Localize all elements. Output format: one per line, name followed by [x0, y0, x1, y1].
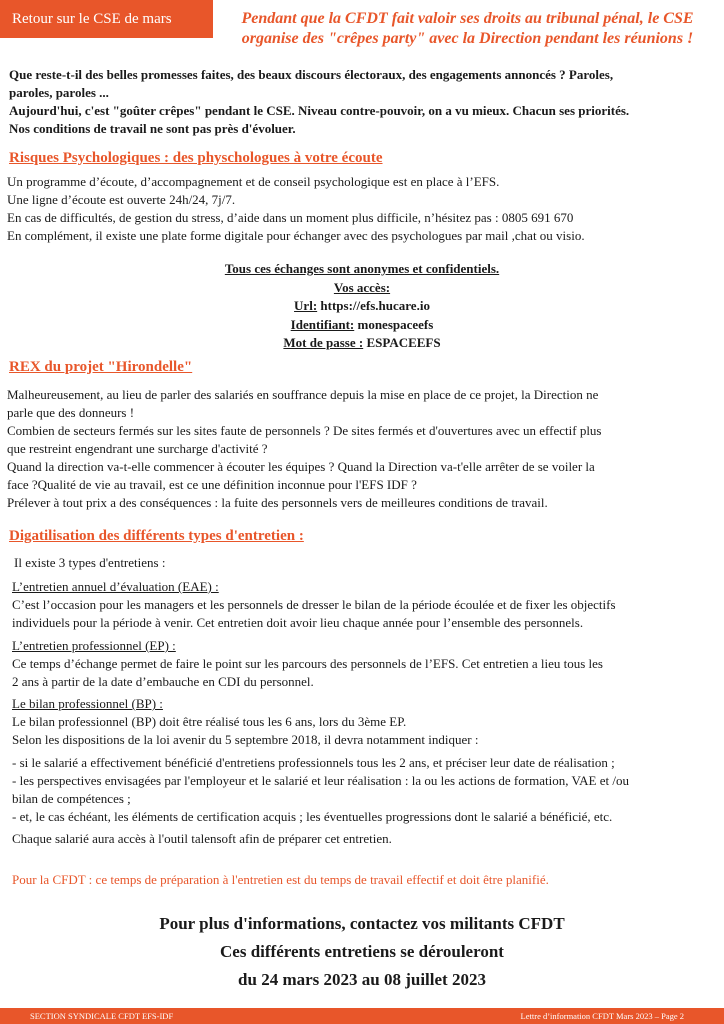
closing-line: Ces différents entretiens se dérouleront — [220, 942, 504, 961]
bp-bullet: - les perspectives envisagées par l'employeur et le salarié et leur réalisation : la ou les actions de formation, VAE et /ou — [12, 773, 629, 788]
intro-line: paroles, paroles ... — [9, 85, 109, 100]
footer-bar — [0, 1008, 724, 1024]
headline-line: organise des "crêpes party" avec la Direction pendant les réunions ! — [241, 30, 694, 47]
closing-line: Pour plus d'informations, contactez vos militants CFDT — [159, 914, 565, 933]
ep-line: Ce temps d’échange permet de faire le point sur les parcours des personnels de l’EFS. Cet entretien a lieu tous les — [12, 656, 603, 671]
anonymity-note: Tous ces échanges sont anonymes et confidentiels. — [224, 261, 500, 276]
bp-block — [12, 695, 717, 749]
url-line — [0, 297, 724, 316]
psy-line: En complément, il existe une plate forme digitale pour échanger avec des psychologues par mail ,chat ou visio. — [7, 228, 585, 243]
intro-line: Aujourd'hui, c'est "goûter crêpes" pendant le CSE. Niveau contre-pouvoir, on a vu mieux. Chacun ses priorités. — [9, 103, 630, 118]
eae-title: L’entretien annuel d’évaluation (EAE) : — [12, 579, 219, 594]
intro-paragraph — [9, 66, 709, 138]
access-title: Vos accès: — [333, 279, 391, 295]
rex-line: Combien de secteurs fermés sur les sites faute de personnels ? De sites fermés et d'ouvertures avec un effectif plus — [7, 423, 602, 438]
digit-intro: Il existe 3 types d'entretiens : — [14, 555, 166, 570]
cfdt-note: Pour la CFDT : ce temps de préparation à l'entretien est du temps de travail effectif et doit être planifié. — [12, 872, 549, 887]
bp-bullet-continuation: bilan de compétences ; — [12, 791, 131, 806]
psy-line: En cas de difficultés, de gestion du stress, d’aide dans un moment plus difficile, n’hésitez pas : 0805 691 670 — [7, 210, 574, 225]
ep-title: L’entretien professionnel (EP) : — [12, 638, 176, 653]
bp-bullet: - si le salarié a effectivement bénéficié d'entretiens professionnels tous les 2 ans, et préciser leur date de réalisation ; — [12, 755, 615, 770]
bp-bullets — [12, 754, 717, 826]
psy-line: Une ligne d’écoute est ouverte 24h/24, 7j/7. — [7, 192, 236, 207]
bp-line: Le bilan professionnel (BP) doit être réalisé tous les 6 ans, lors du 3ème EP. — [12, 714, 407, 729]
eae-line: individuels pour la période à venir. Cet entretien doit avoir lieu chaque année pour l’ensemble des personnels. — [12, 615, 584, 630]
psy-line: Un programme d’écoute, d’accompagnement et de conseil psychologique est en place à l’EFS. — [7, 174, 500, 189]
bp-title: Le bilan professionnel (BP) : — [12, 696, 163, 711]
rex-section-title: REX du projet "Hirondelle" — [9, 359, 193, 375]
rex-line: parle que des donneurs ! — [7, 405, 135, 420]
footer-right-text: Lettre d’information CFDT Mars 2023 – Page 2 — [520, 1011, 684, 1021]
intro-line: Nos conditions de travail ne sont pas près d'évoluer. — [9, 121, 296, 136]
url-label: Url: — [294, 298, 318, 313]
password-line — [0, 334, 724, 353]
psy-section-title: Risques Psychologiques : des physchologues à votre écoute — [9, 150, 383, 166]
password-value: ESPACEEFS — [363, 335, 441, 350]
intro-line: Que reste-t-il des belles promesses faites, des beaux discours électoraux, des engagements annoncés ? Paroles, — [9, 67, 614, 82]
psy-access-block — [0, 260, 724, 353]
footer-left-text: SECTION SYNDICALE CFDT EFS-IDF — [30, 1011, 174, 1021]
eae-block — [12, 578, 717, 632]
closing-block — [0, 910, 724, 994]
ep-block — [12, 637, 717, 691]
rex-line: que restreint engendrant une surcharge d'activité ? — [7, 441, 268, 456]
talensoft-note: Chaque salarié aura accès à l'outil talensoft afin de préparer cet entretien. — [12, 831, 392, 846]
password-label: Mot de passe : — [283, 335, 364, 350]
rex-line: Quand la direction va-t-elle commencer à écouter les équipes ? Quand la Direction va-t'elle arrêter de se voiler la — [7, 459, 595, 474]
id-label: Identifiant: — [290, 316, 355, 332]
headline-line: Pendant que la CFDT fait valoir ses droits au tribunal pénal, le CSE — [241, 10, 694, 27]
headline — [220, 9, 715, 49]
eae-line: C’est l’occasion pour les managers et les personnels de dresser le bilan de la période écoulée et de fixer les objectifs — [12, 597, 616, 612]
url-value[interactable]: https://efs.hucare.io — [317, 298, 430, 313]
closing-line: du 24 mars 2023 au 08 juillet 2023 — [238, 970, 486, 989]
rex-paragraph — [7, 386, 717, 512]
psy-paragraph — [7, 173, 717, 245]
ep-line: 2 ans à partir de la date d’embauche en CDI du personnel. — [12, 674, 314, 689]
id-line — [0, 316, 724, 335]
digit-section-title: Digatilisation des différents types d'entretien : — [9, 528, 304, 544]
id-value: monespaceefs — [354, 316, 434, 332]
rex-line: Malheureusement, au lieu de parler des salariés en souffrance depuis la mise en place de ce projet, la Direction ne — [7, 387, 599, 402]
rex-line: Prélever à tout prix a des conséquences : la fuite des personnels vers de meilleures conditions de travail. — [7, 495, 548, 510]
bp-bullet: - et, le cas échéant, les éléments de certification acquis ; les éventuelles progressions dont le salarié a bénéficié, etc. — [12, 809, 613, 824]
section-tag: Retour sur le CSE de mars — [0, 0, 213, 38]
bp-line: Selon les dispositions de la loi avenir du 5 septembre 2018, il devra notamment indiquer : — [12, 732, 479, 747]
rex-line: face ?Qualité de vie au travail, est ce une définition inconnue pour l'EFS IDF ? — [7, 477, 417, 492]
